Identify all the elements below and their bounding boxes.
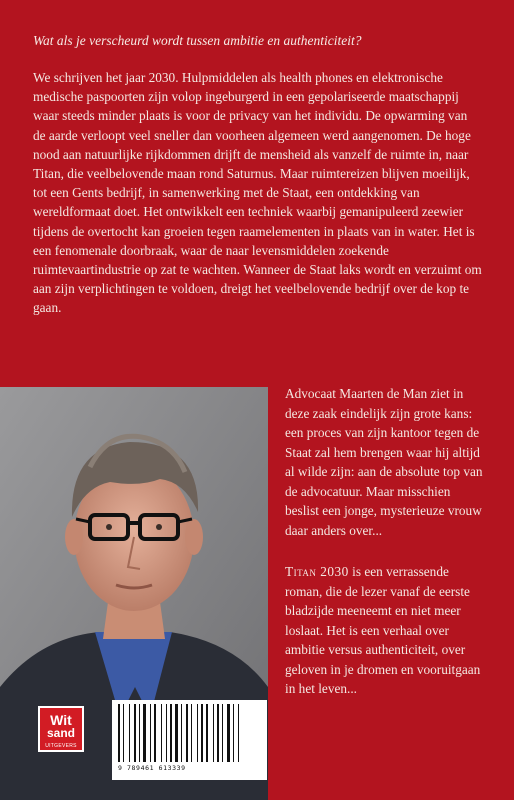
isbn-barcode: [112, 700, 267, 780]
closing-text: is een verrassende roman, die de lezer vanaf de eerste bladzijde meeneemt en niet meer loslaat. Het is een verhaal over ambitie versus authenticiteit, over geloven in je dromen en vooruitgaan in het leven...: [285, 564, 481, 696]
publisher-logo-line3: UITGEVERS: [45, 743, 77, 749]
publisher-logo: [38, 706, 84, 752]
publisher-logo-line2: sand: [46, 726, 75, 740]
publisher-logo-line1: Wit: [50, 712, 72, 728]
book-title: Titan 2030: [285, 564, 349, 579]
closing-paragraph: [285, 562, 485, 699]
barcode-bars: [118, 704, 261, 762]
author-description: [285, 384, 485, 721]
tagline: Wat als je verscheurd wordt tussen ambitie en authenticiteit?: [33, 33, 362, 48]
isbn-number: 9 789461 613339: [118, 764, 186, 772]
synopsis-paragraph: We schrijven het jaar 2030. Hulpmiddelen als health phones en elektronische medische paspoorten zijn volop ingeburgerd in een gepolariseerde maatschappij waar steeds minder plaats is voor de privacy van het individu. De opwarming van de aarde verloopt veel sneller dan voorheen algemeen werd aangenomen. De hoge nood aan natuurlijke rijkdommen drijft de mensheid als vanzelf de ruimte in, naar Titan, die veelbelovende maan rond Saturnus. Maar ruimtereizen blijven moeilijk, tot een Gents bedrijf, in samenwerking met de Staat, een ontdekking van wereldformaat doet. Het ontwikkelt een techniek waarbij gemanipuleerd zeewier tijdens de overtocht kan groeien tegen raamelementen in plaats van in water. Het is een fenomenale doorbraak, waar de naar levensmiddelen zoekende ruimtevaartindustrie op zat te wachten. Wanneer de Staat laks wordt en verzuimt om aan zijn verplichtingen te voldoen, dreigt het veelbelovende bedrijf over de kop te gaan.: [33, 70, 482, 316]
author-paragraph: Advocaat Maarten de Man ziet in deze zaak eindelijk zijn grote kans: een proces van zijn kantoor tegen de Staat zal hem brengen waar hij altijd al wilde zijn: aan de absolute top van de advocatuur. Maar misschien beslist een jonge, mysterieuze vrouw daar anders over...: [285, 386, 483, 538]
